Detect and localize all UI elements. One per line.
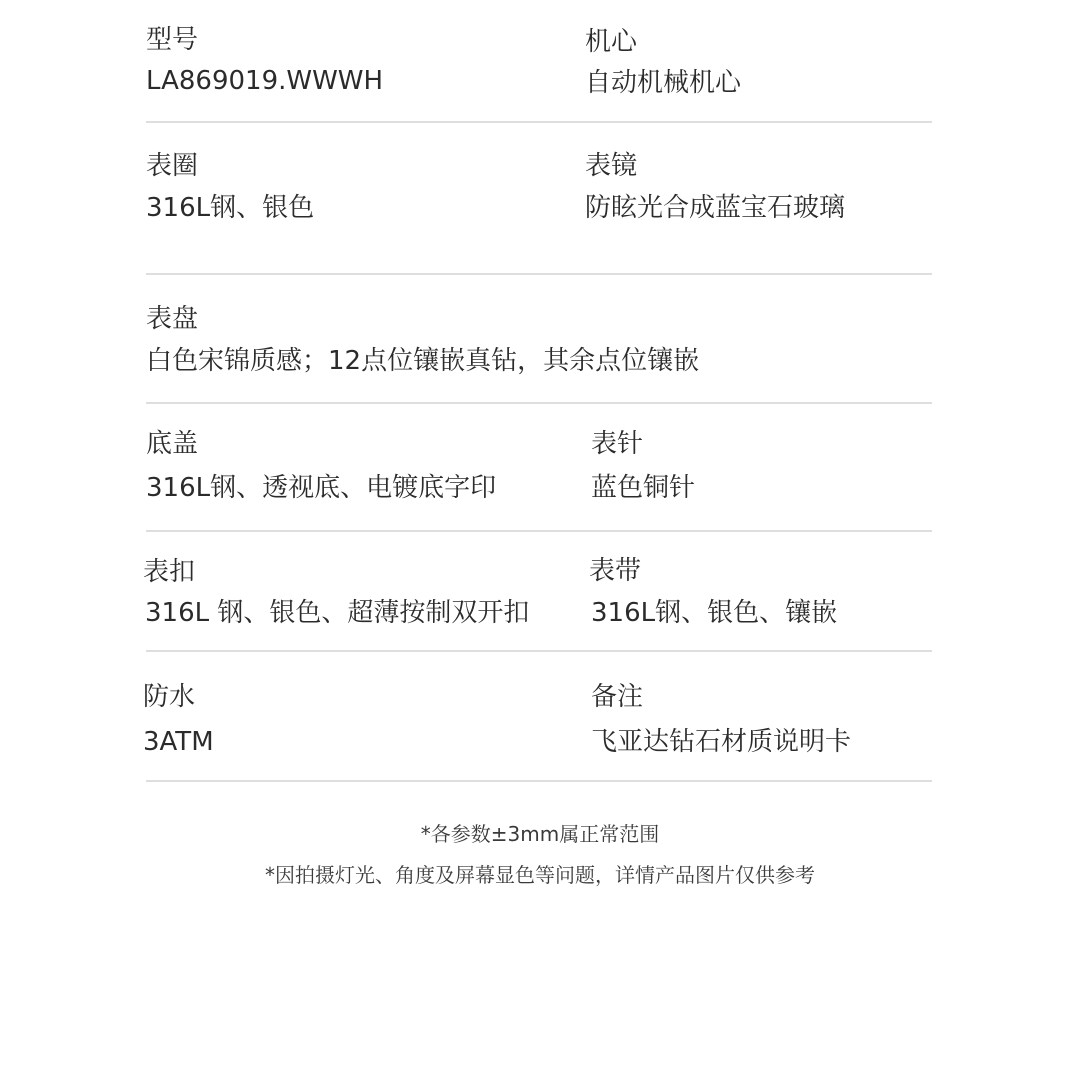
remarks-value: 飞亚达钻石材质说明卡	[591, 727, 852, 757]
hands-value: 蓝色铜针	[591, 473, 696, 503]
water-resistance-label: 防水	[143, 682, 196, 712]
bezel-value: 316L钢、银色	[146, 193, 315, 223]
movement-value: 自动机械机心	[585, 68, 742, 98]
row-divider	[146, 650, 932, 652]
crystal-label: 表镜	[585, 151, 638, 181]
clasp-label: 表扣	[143, 557, 196, 587]
caseback-label: 底盖	[146, 429, 199, 459]
dial-value: 白色宋锦质感；12点位镶嵌真钻，其余点位镶嵌	[146, 346, 700, 376]
crystal-value: 防眩光合成蓝宝石玻璃	[585, 193, 846, 223]
model-value: LA869019.WWWH	[146, 66, 384, 96]
strap-label: 表带	[589, 556, 642, 586]
row-divider	[146, 402, 932, 404]
image-disclaimer-note: *因拍摄灯光、角度及屏幕显色等问题，详情产品图片仅供参考	[265, 863, 815, 887]
water-resistance-value: 3ATM	[143, 727, 214, 757]
row-divider	[146, 530, 932, 532]
movement-label: 机心	[585, 27, 638, 57]
dial-label: 表盘	[146, 304, 199, 334]
caseback-value: 316L钢、透视底、电镀底字印	[146, 473, 497, 503]
remarks-label: 备注	[591, 682, 644, 712]
model-label: 型号	[146, 25, 199, 55]
clasp-value: 316L 钢、银色、超薄按制双开扣	[145, 598, 530, 628]
row-divider	[146, 121, 932, 123]
strap-value: 316L钢、银色、镶嵌	[591, 598, 838, 628]
tolerance-note: *各参数±3mm属正常范围	[420, 822, 660, 846]
row-divider	[146, 273, 932, 275]
hands-label: 表针	[591, 429, 644, 459]
row-divider	[146, 780, 932, 782]
bezel-label: 表圈	[146, 151, 199, 181]
